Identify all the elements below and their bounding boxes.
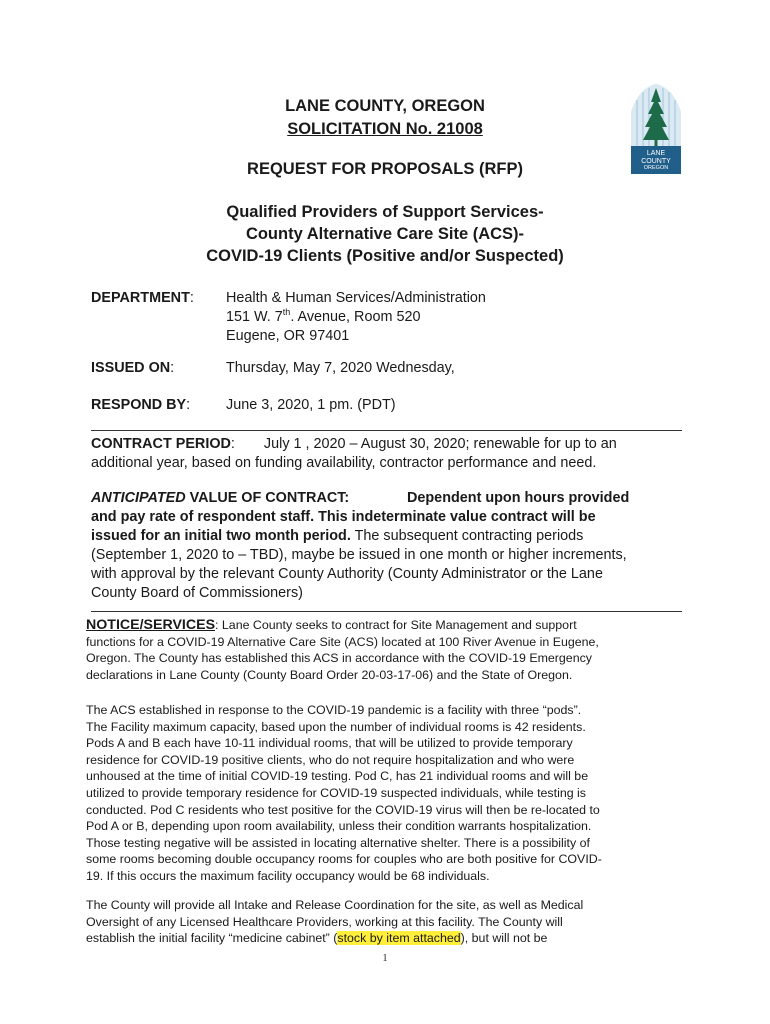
rfp-heading: REQUEST FOR PROPOSALS (RFP): [247, 160, 523, 178]
county-title: LANE COUNTY, OREGON: [285, 97, 485, 115]
paragraph-facility: The ACS established in response to the COVID-19 pandemic is a facility with three “pods”. The Facility maximum capacity, based upon the number of individual rooms is 42 residents. Pods A and B each have 10-11 individual rooms, that will be utilized to provide temporary residence for COVID-19 positive clients, who do not require hospitalization and who were unhoused at the time of initial COVID-19 testing. Pod C, has 21 individual rooms and will be utilized to provide temporary residence for COVID-19 suspected individuals, while testing is conducted. Pod C residents who test positive for the COVID-19 virus will then be re-located to Pod A or B, depending upon room availability, unless their condition warrants hospitalization. Those testing negative will be assisted in locating alternative shelter. There is a possibility of some rooms becoming double occupancy rooms for couples who are both positive for COVID- 19. If this occurs the maximum facility occupancy would be 68 individuals.: [86, 703, 602, 883]
department-label: DEPARTMENT: [91, 290, 190, 306]
logo-text-county: COUNTY: [641, 157, 671, 165]
rfp-title-line-2: County Alternative Care Site (ACS)-: [245, 225, 525, 243]
divider: [91, 430, 682, 431]
notice-label: NOTICE/SERVICES: [86, 617, 216, 633]
divider: [91, 611, 682, 612]
logo-text-oregon: OREGON: [643, 165, 669, 171]
lane-county-logo: [627, 82, 685, 174]
contract-period: CONTRACT PERIOD: July 1 , 2020 – August 30, 2020; renewable for up to an additional year, based on funding availability, contractor performance and need.: [91, 436, 617, 471]
department-value: Health & Human Services/Administration 151 W. 7th. Avenue, Room 520 Eugene, OR 97401: [226, 290, 486, 344]
contract-period-label: CONTRACT PERIOD: [91, 436, 231, 452]
solicitation-number: SOLICITATION No. 21008: [287, 120, 483, 138]
rfp-title-line-3: COVID-19 Clients (Positive and/or Suspected): [206, 247, 564, 265]
respond-label: RESPOND BY: [91, 397, 187, 413]
highlighted-link-stock: stock by item attached: [337, 931, 461, 946]
rfp-title-line-1: Qualified Providers of Support Services-: [226, 203, 544, 221]
logo-text-lane: LANE: [646, 150, 666, 157]
notice-services: NOTICE/SERVICES: Lane County seeks to contract for Site Management and support functions for a COVID-19 Alternative Care Site (ACS) located at 100 River Avenue in Eugene, Oregon. The County has established this ACS in accordance with the COVID-19 Emergency declarations in Lane County (County Board Order 20-03-17-06) and the State of Oregon.: [86, 617, 599, 682]
contract-value-label: VALUE OF CONTRACT:: [185, 490, 350, 506]
page-number: 1: [382, 953, 388, 964]
respond-value: June 3, 2020, 1 pm. (PDT): [226, 397, 396, 413]
contract-value: ANTICIPATED VALUE OF CONTRACT: Dependent upon hours provided and pay rate of respondent staff. This indeterminate value contract will be issued for an initial two month period. The subsequent contracting periods (September 1, 2020 to – TBD), maybe be issued in one month or higher increments, with approval by the relevant County Authority (County Administrator or the Lane County Board of Commissioners): [91, 490, 630, 601]
issued-label: ISSUED ON: [91, 360, 171, 376]
paragraph-intake: The County will provide all Intake and Release Coordination for the site, as well as Medical Oversight of any Licensed Healthcare Providers, working at this facility. The County will establish the initial facility “medicine cabinet” (stock by item attached), but will not be: [86, 898, 584, 946]
issued-value: Thursday, May 7, 2020 Wednesday,: [226, 360, 455, 376]
